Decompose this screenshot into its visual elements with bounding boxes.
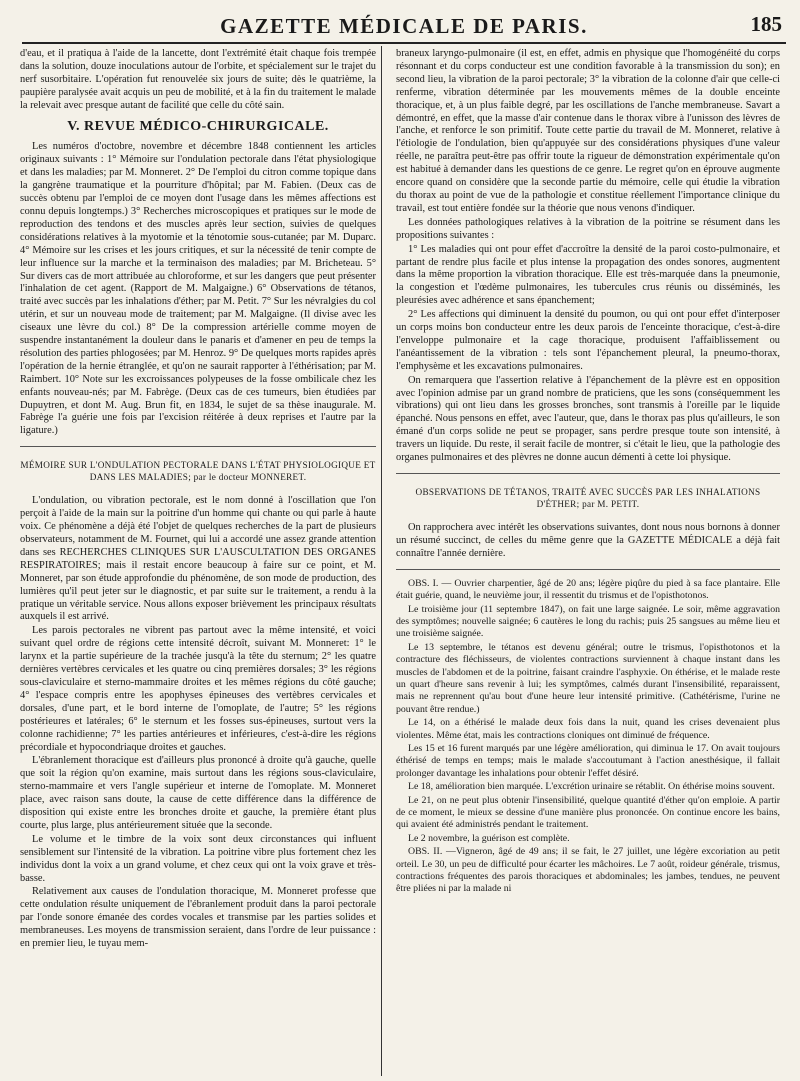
paragraph: On remarquera que l'assertion relative à l'épanchement de la plèvre est en opposition avec l'opinion admise par un grand nombre de praticiens, que les sons (conséquemment les vibrations) qui ont lieu dans les grosses bronches, sont transmis à l'oreille par le liquide épanché. Nous pensons en effet, avec l'auteur, que, dans le thorax pas plus qu'ailleurs, le son émané d'un corps solide ne peut se propager, sans perdre presque toute son intensité, à travers un liquide. Du reste, il serait facile de montrer, si c'était le lieu, que la pathologie des organes pulmonaires et des plèvres ne donne aucun démenti à cette loi physique. [396, 374, 780, 464]
observation-paragraph: Le 2 novembre, la guérison est complète. [408, 832, 570, 844]
observations-title: OBSERVATIONS DE TÉTANOS, TRAITÉ AVEC SUCCÈS PAR LES INHALATIONS D'ÉTHER; par M. PETIT. [415, 487, 761, 509]
divider [20, 446, 376, 447]
divider [396, 569, 780, 570]
journal-title: GAZETTE MÉDICALE DE PARIS. [220, 14, 588, 38]
paragraph: L'ébranlement thoracique est d'ailleurs plus prononcé à droite qu'à gauche, quelle que soit la région qu'on examine, mais surtout dans les régions sous-claviculaire, sterno-mammaire et vers l'angle supérieur et interne de l'omoplate. M. Monneret place, avec raison sans doute, la cause de cette différence dans la différence de disposition qui existe entre les bronches droite et gauche, la première étant plus courte, plus large, plus antérieurement située que la seconde. [20, 755, 376, 831]
paragraph: L'ondulation, ou vibration pectorale, est le nom donné à l'oscillation que l'on perçoit à l'aide de la main sur la poitrine d'un homme qui chante ou qui parle à haute voix. Ce phénomène a déjà été l'objet de quelques recherches de la part de plusieurs observateurs, notamment de M. Fournet, qui lui a accordé une assez grande attention dans ses RECHERCHES CLINIQUES SUR L'AUSCULTATION DES ORGANES RESPIRATOIRES; mais il restait encore beaucoup à faire sur ce point, et M. Monneret, par son étude approfondie du phénomène, de son mode de production, des lumières qu'il peut jeter sur le diagnostic, et par suite sur le traitement, a rendu à la pratique un véritable service. Nous allons exposer brièvement les principaux résultats auxquels il est arrivé. [20, 495, 376, 623]
paragraph: braneux laryngo-pulmonaire (il est, en effet, admis en physique que l'homogénéité du corps résonnant et du corps conducteur est une condition favorable à la transmission du son); en second lieu, la vibration de la paroi pectorale; 3° la vibration de la colonne d'air que celle-ci renferme, vibration déterminée par les mouvements mêmes de la double enceinte thoracique, et, à un plus faible degré, par les oscillations de l'anche membraneuse. Savart a démontré, en effet, que la masse d'air contenue dans le thorax vibre à l'unisson des lèvres de l'anche, et renforce le son primitif. Toute cette partie du travail de M. Monneret, relative à l'étiologie de l'ondulation, bien qu'appuyée sur des considérations physiques d'une valeur réelle, ne paraîtra peut-être pas offrir toute la rigueur de démonstration expérimentale qu'on est habitué à demander dans les questions de ce genre. Le regret qu'on en éprouve augmente encore quand on considère que la seconde partie du mémoire, celle qui étudie la vibration du thorax au point de vue de la pathologie et constitue réellement l'importance clinique du travail, est tout entière fondée sur la théorie que nous venons d'indiquer. [396, 48, 780, 214]
observation-paragraph: OBS. I. — Ouvrier charpentier, âgé de 20 ans; légère piqûre du pied à sa face plantaire. Elle était guérie, quand, le neuvième jour, il ressentit du trismus et de l'opisthotonos. [396, 577, 780, 602]
column-rule [381, 46, 382, 1076]
observation-paragraph: Les 15 et 16 furent marqués par une légère amélioration, qui diminua le 17. On avait toujours éthérisé de temps en temps; mais le malade s'accoutumant à l'action anesthésique, il fallait prolonger davantage les inhalations pour obtenir l'effet désiré. [396, 743, 780, 779]
paragraph: 1° Les maladies qui ont pour effet d'accroître la densité de la paroi costo-pulmonaire, et partant de rendre plus facile et plus intense la propagation des ondes sonores, augmentent dans la même proportion la vibration thoracique. Elle est très-marquée dans la pneumonie, la congestion et l'œdème pulmonaires, les tubercules crus réunis ou disséminés, les pleurésies avec adhérence et sans épanchement; [396, 243, 780, 307]
right-column [396, 48, 780, 897]
page-number: 185 [750, 12, 782, 36]
observation-paragraph: Le 18, amélioration bien marquée. L'excrétion urinaire se rétablit. On éthérise moins souvent. [408, 781, 775, 793]
revue-paragraph: Les numéros d'octobre, novembre et décembre 1848 contiennent les articles originaux suivants : 1° Mémoire sur l'ondulation pectorale dans l'état physiologique et dans les maladies; par M. Monneret. 2° De l'emploi du citron comme topique dans la gangrène traumatique et la pourriture d'hôpital; par M. Fabien. (Deux cas de succès obtenu par l'emploi de ce moyen dont l'usage dans les mêmes affections est connu depuis longtemps.) 3° Recherches microscopiques et pratiques sur le mode de reproduction des tendons et des muscles après leur section, suivies de quelques considérations relatives à la myotomie et la ténotomie sous-cutanée; par M. Duparc. 4° Mémoire sur les crises et les jours critiques, et sur la nécessité de tenir compte de leur influence sur la marche et la terminaison des maladies; par M. Bricheteau. 5° Sur divers cas de mort attribuée au chloroforme, et sur les dangers que peut présenter l'inhalation de cet agent. (Rapport de M. Malgaigne.) 6° Observations de tétanos, traité avec succès par les inhalations d'éther; par M. Petit. 7° Sur les névralgies du col utérin, et sur un nouveau mode de traitement; par M. Malgaigne. (Il divise avec les ciseaux une lèvre du col.) 8° De la compression artérielle comme moyen de suspendre instantanément la douleur dans le panaris et d'amener en peu de temps la résolution des parties phlogosées; par M. Henroz. 9° De quelques morts rapides après l'opération de la hernie étranglée, et qu'on ne saurait rapporter à l'éthérisation; par M. Raimbert. 10° Note sur les excroissances polypeuses de la fosse ombilicale chez les enfants nouveau-nés; par M. Fabrège. (Deux cas de ces tumeurs, bien étudiées par Dupuytren, et dont M. Aug. Brun fit, en 1834, le sujet de sa thèse inaugurale. M. Fabrège l'a guérie une fois par l'excision réitérée à deux reprises et l'autre par la ligature.) [20, 141, 376, 437]
observation-paragraph: OBS. II. —Vigneron, âgé de 49 ans; il se fait, le 27 juillet, une légère excoriation au petit orteil. Le 30, un peu de difficulté pour écarter les mâchoires. Le 7 août, roideur générale, trismus, contractions fréquentes des parois thoraciques et abdominales; les jambes, tendues, ne peuvent être pliées ni par la malade ni [396, 846, 780, 895]
memoire-title: MÉMOIRE SUR L'ONDULATION PECTORALE DANS L'ÉTAT PHYSIOLOGIQUE ET DANS LES MALADIES; par le docteur MONNERET. [20, 460, 376, 483]
observation-paragraph: Le 13 septembre, le tétanos est devenu général; outre le trismus, l'opisthotonos et la contracture des fléchisseurs, de violentes contractions surviennent à chaque instant dans les muscles de l'abdomen et de la poitrine, faisant craindre l'asphyxie. On éthérise, et le malade reste un quart d'heure sans revenir à lui; les symptômes, calmés durant l'insensibilité, reparaissent, mais ne reprennent qu'au bout d'une heure leur intensité primitive. (Cathétérisme, l'urine ne pouvant être rendue.) [396, 641, 780, 715]
paragraph: Relativement aux causes de l'ondulation thoracique, M. Monneret professe que cette ondulation résulte uniquement de l'ébranlement produit dans la paroi pectorale par l'onde sonore émanée des cordes vocales et transmise par les parties solides et membraneuses. Les moyens de transmission seraient, dans l'ordre de leur puissance : en premier lieu, le tuyau mem- [20, 886, 376, 950]
paragraph: 2° Les affections qui diminuent la densité du poumon, ou qui ont pour effet d'interposer un corps moins bon conducteur entre les deux parois de l'enceinte thoracique, c'est-à-dire l'enveloppe pulmonaire et la cage thoracique, produisent l'affaiblissement ou l'anéantissement de la vibration : tels sont l'épanchement pleural, la pneumo-thorax, l'emphysème et les excavations pulmonaires. [396, 309, 780, 372]
observation-paragraph: Le troisième jour (11 septembre 1847), on fait une large saignée. Le soir, même aggravation des symptômes; nouvelle saignée; 6 cautères le long du rachis; puis 25 sangsues au même lieu et une troisième saignée. [396, 603, 780, 640]
page-header [22, 8, 786, 44]
paragraph: Les parois pectorales ne vibrent pas partout avec la même intensité, et voici suivant quel ordre de régions cette intensité décroît, suivant M. Monneret: 1° le larynx et la partie supérieure de la trachée jusqu'à la tête du sternum; 2° les quatre dernières vertèbres cervicales et les quatre ou cinq premières dorsales; 3° les régions sous-claviculaire et sterno-mammaire droites et les mêmes régions du côté gauche; 4° l'espace compris entre les apophyses épineuses des vertèbres cervicales et dorsales, d'une part, et le bord interne de l'omoplate, de l'autre; 5° les régions postérieures et latérales; 6° le sternum et les fosses sus-épineuses, surtout vers la colonne rachidienne; 7° les parties antérieures et inférieures, c'est-à-dire les régions précordiale et hypocondriaque droites et gauches. [20, 625, 376, 753]
divider [396, 473, 780, 474]
paragraph: Le volume et le timbre de la voix sont deux circonstances qui influent sensiblement sur l'intensité de la vibration. La poitrine vibre plus fortement chez les individus dont la voix a un grand volume, et chez ceux qui ont la voix grave et très-basse. [20, 833, 376, 884]
observation-paragraph: Le 14, on a éthérisé le malade deux fois dans la nuit, quand les crises devenaient plus violentes. Même état, mais les contractions cloniques ont diminué de fréquence. [396, 717, 780, 741]
observation-paragraph: Le 21, on ne peut plus obtenir l'insensibilité, quelque quantité d'éther qu'on emploie. A partir de ce moment, le mieux se dessine d'une manière plus prononcée. On continue encore les bains, qui avaient été administrés pendant le traitement. [396, 794, 780, 831]
paragraph: On rapprochera avec intérêt les observations suivantes, dont nous nous bornons à donner un résumé succinct, de celles du même genre que la GAZETTE MÉDICALE a déjà fait connaître l'année dernière. [396, 522, 780, 559]
section-title: V. REVUE MÉDICO-CHIRURGICALE. [67, 118, 329, 134]
intro-paragraph: d'eau, et il pratiqua à l'aide de la lancette, dont l'extrémité était chaque fois trempée dans la solution, douze inoculations autour de l'orbite, et spécialement sur le trajet du nerf susorbitaire. L'opération fut renouvelée six jours de suite; dès le quatrième, la paupière paralysée avait acquis un peu de mobilité, et à la fin du traitement le malade la relevait avec presque autant de facilité que celle du côté sain. [20, 48, 376, 111]
left-column [20, 48, 376, 952]
paragraph: Les données pathologiques relatives à la vibration de la poitrine se résument dans les propositions suivantes : [396, 216, 780, 241]
